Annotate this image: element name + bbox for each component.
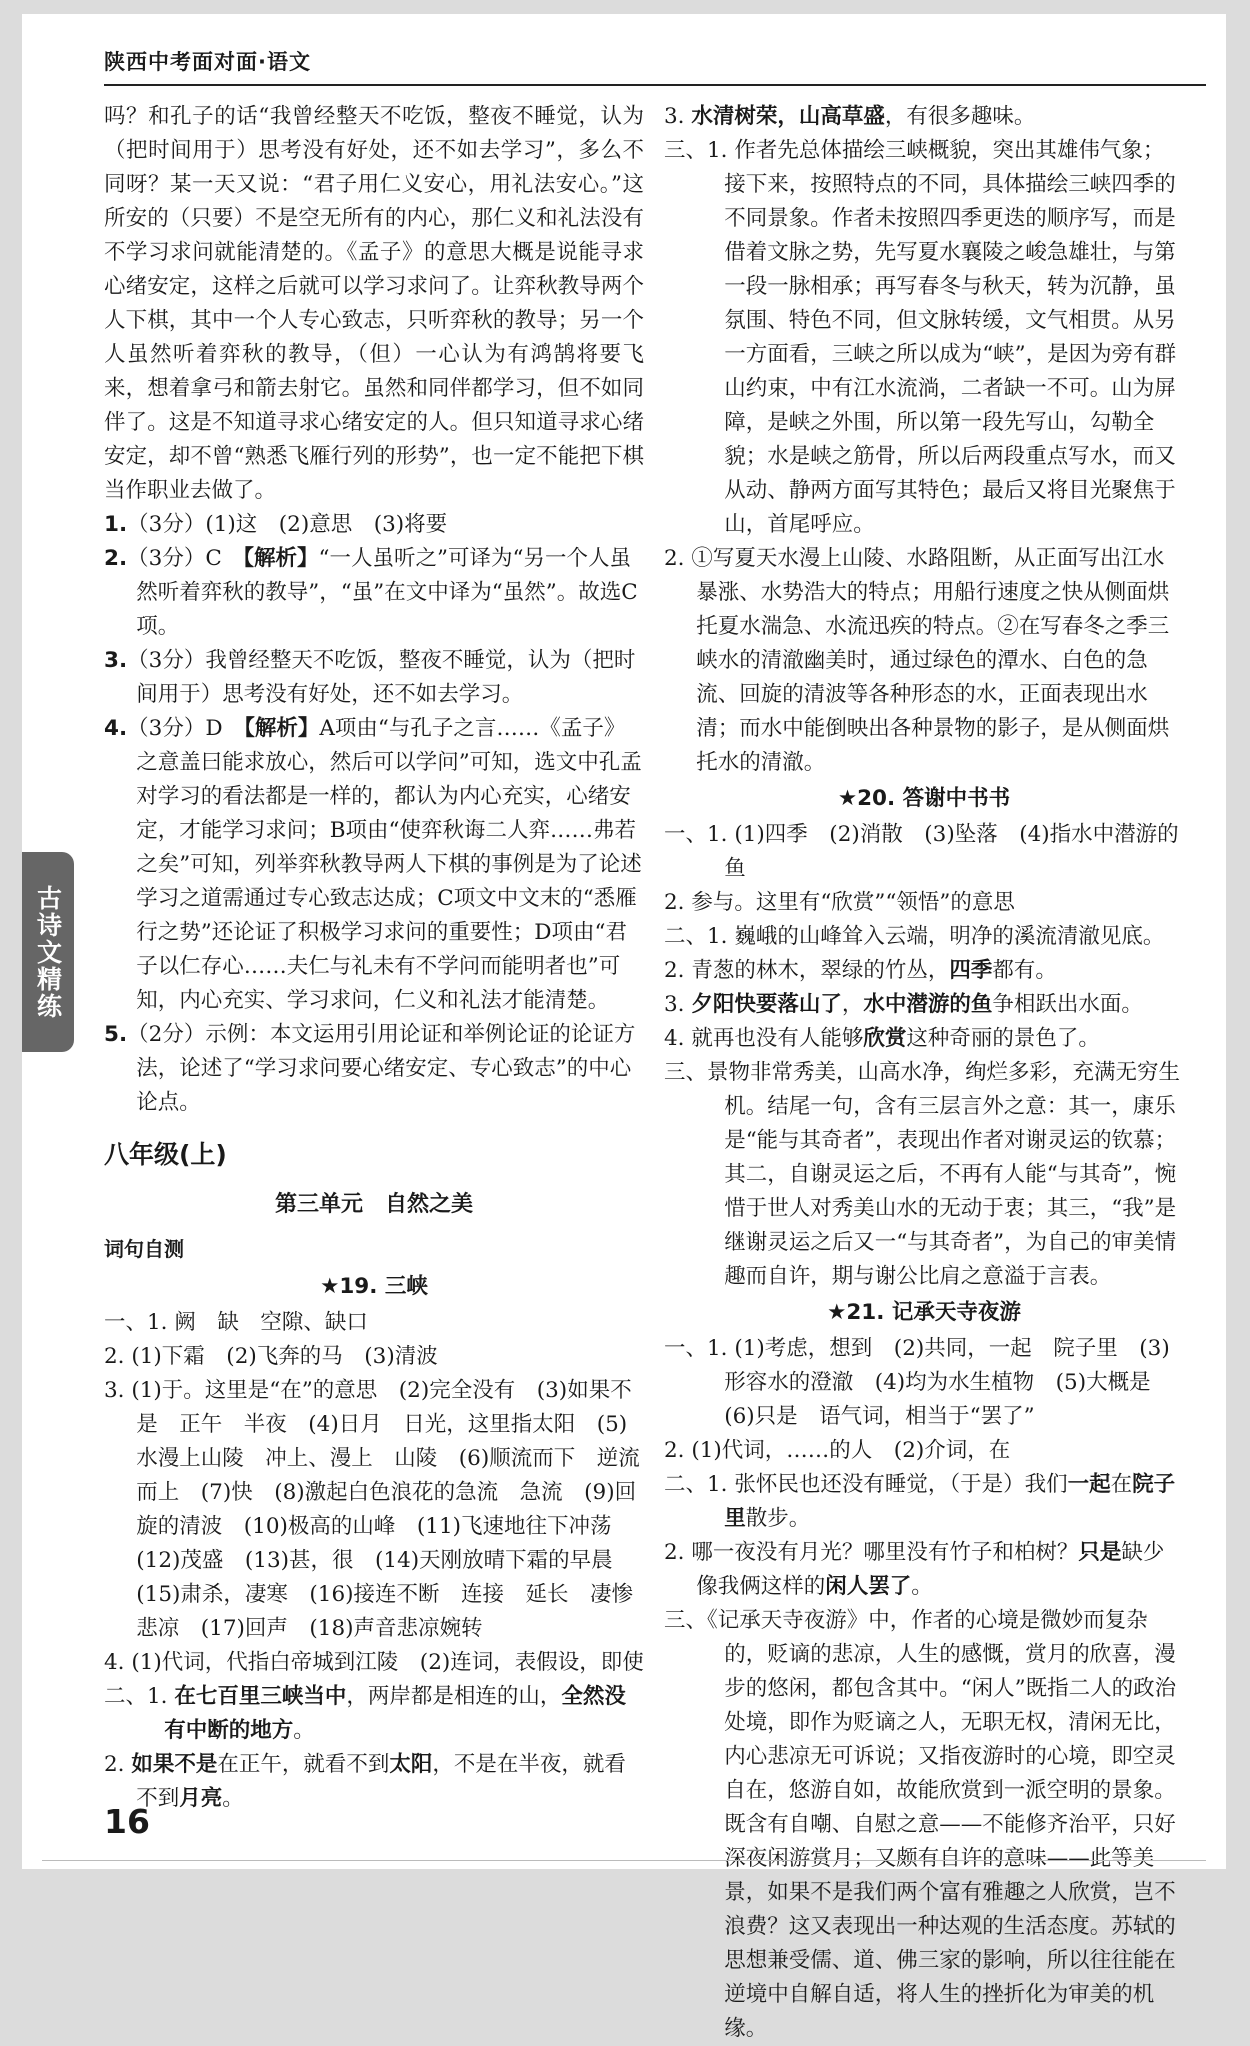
l20-translate-4: 4. 就再也没有人能够欣赏这种奇丽的景色了。 [664, 1026, 1100, 1051]
right-column [664, 100, 1184, 2046]
l20-translate-2: 2. 青葱的林木，翠绿的竹丛，四季都有。 [664, 958, 1057, 983]
l20-analysis: 三、景物非常秀美，山高水净，绚烂多彩，充满无穷生机。结尾一句，含有三层言外之意：其一，康乐是“能与其奇者”，表现出作者对谢灵运的钦慕；其二，自谢灵运之后，不再有人能“与其奇”，惋惜于世人对秀美山水的无动于衷；其三，“我”是继谢灵运之后又一“与其奇者”，为自己的审美情趣而自许，期与谢公比肩之意溢于言表。 [664, 1060, 1181, 1289]
answer-1: 1.（3分）(1)这 (2)意思 (3)将要 [104, 512, 448, 537]
l21-analysis: 三、《记承天寺夜游》中，作者的心境是微妙而复杂的，贬谪的悲凉，人生的感慨，赏月的欣喜，漫步的悠闲，都包含其中。“闲人”既指二人的政治处境，即作为贬谪之人，无职无权，清闲无比，内心悲凉无可诉说；又指夜游时的心境，即空灵自在，悠游自如，故能欣赏到一派空明的景象。既含有自嘲、自慰之意——不能修齐治平，只好深夜闲游赏月；又颇有自许的意味——此等美景，如果不是我们两个富有雅趣之人欣赏，岂不浪费？这又表现出一种达观的生活态度。苏轼的思想兼受儒、道、佛三家的影响，所以往往能在逆境中自解自适，将人生的挫折化为审美的机缘。 [664, 1608, 1177, 2041]
answer-3: 3.（3分）我曾经整天不吃饭，整夜不睡觉，认为（把时间用于）思考没有好处，还不如去学习。 [104, 648, 636, 707]
l19-q4: 4. (1)代词，代指白帝城到江陵 (2)连词，表假设，即使 [104, 1650, 644, 1675]
page-header: 陕西中考面对面·语文 [104, 50, 311, 74]
l19-q1: 一、1. 阙 缺 空隙、缺口 [104, 1310, 368, 1335]
side-tab-label: 古诗文精练 [33, 884, 63, 1020]
l21-translate-2: 2. 哪一夜没有月光？哪里没有竹子和柏树？只是缺少像我俩这样的闲人罢了。 [664, 1540, 1165, 1599]
l20-q1: 一、1. (1)四季 (2)消散 (3)坠落 (4)指水中潜游的鱼 [664, 822, 1179, 881]
l19-q3: 3. (1)于。这里是“在”的意思 (2)完全没有 (3)如果不是 正午 半夜 (4)日月 日光，这里指太阳 (5)水漫上山陵 冲上、漫上 山陵 (6)顺流而下 逆流而上 (7)快 (8)激起白色浪花的急流 急流 (9)回旋的清波 (10)极高的山峰 (11)飞速地往下冲荡 (12)茂盛 (13)甚，很 (14)天刚放晴下霜的早晨 (15)肃杀，凄寒 (16)接连不断 连接 延长 凄惨悲凉 (17)回声 (18)声音悲凉婉转 [104, 1378, 640, 1641]
l20-q2: 2. 参与。这里有“欣赏”“领悟”的意思 [664, 890, 1015, 915]
page-number: 16 [104, 1802, 150, 1841]
lesson-20-title: ★20. 答谢中书书 [837, 786, 1011, 811]
lesson-19-title: ★19. 三峡 [320, 1274, 428, 1299]
footer-rule [42, 1860, 1206, 1861]
unit-heading: 第三单元 自然之美 [274, 1192, 473, 1217]
l21-q1: 一、1. (1)考虑，想到 (2)共同，一起 院子里 (3)形容水的澄澈 (4)均为水生植物 (5)大概是 (6)只是 语气词，相当于“罢了” [664, 1336, 1173, 1429]
answer-page [22, 14, 1226, 2041]
l19-analysis-1: 三、1. 作者先总体描绘三峡概貌，突出其雄伟气象；接下来，按照特点的不同，具体描绘三峡四季的不同景象。作者未按照四季更迭的顺序写，而是借着文脉之势，先写夏水襄陵之峻急雄壮，与第一段一脉相承；再写春冬与秋天，转为沉静，虽氛围、特色不同，但文脉转缓，文气相贯。从另一方面看，三峡之所以成为“峡”，是因为旁有群山约束，中有江水流淌，二者缺一不可。山为屏障，是峡之外围，所以第一段先写山，勾勒全貌；水是峡之筋骨，所以后两段重点写水，而又从动、静两方面写其特色；最后又将目光聚焦于山，首尾呼应。 [664, 138, 1177, 537]
l19-q2: 2. (1)下霜 (2)飞奔的马 (3)清波 [104, 1344, 438, 1369]
self-test-heading: 词句自测 [104, 1237, 184, 1261]
l21-translate-1: 二、1. 张怀民也还没有睡觉，（于是）我们一起在院子里散步。 [664, 1472, 1176, 1531]
answer-2: 2.（3分）C 【解析】“一人虽听之”可译为“另一个人虽然听着弈秋的教导”，“虽”在文中译为“虽然”。故选C项。 [104, 546, 638, 639]
l19-translate-3: 3. 水清树荣，山高草盛，有很多趣味。 [664, 104, 1036, 129]
grade-heading: 八年级(上) [104, 1140, 227, 1169]
header-rule [104, 84, 1206, 86]
l20-translate-1: 二、1. 巍峨的山峰耸入云端，明净的溪流清澈见底。 [664, 924, 1165, 949]
l19-translate-2: 2. 如果不是在正午，就看不到太阳，不是在半夜，就看不到月亮。 [104, 1752, 626, 1811]
l19-analysis-2: 2. ①写夏天水漫上山陵、水路阻断，从正面写出江水暴涨、水势浩大的特点；用船行速度之快从侧面烘托夏水湍急、水流迅疾的特点。②在写春冬之季三峡水的清澈幽美时，通过绿色的潭水、白色的急流、回旋的清波等各种形态的水，正面表现出水清；而水中能倒映出各种景物的影子，是从侧面烘托水的清澈。 [664, 546, 1170, 775]
left-column [104, 100, 644, 1816]
l20-translate-3: 3. 夕阳快要落山了，水中潜游的鱼争相跃出水面。 [664, 992, 1143, 1017]
l21-q2: 2. (1)代词，……的人 (2)介词，在 [664, 1438, 1011, 1463]
answer-5: 5.（2分）示例：本文运用引用论证和举例论证的论证方法，论述了“学习求问要心绪安定、专心致志”的中心论点。 [104, 1022, 636, 1115]
answer-4: 4.（3分）D 【解析】A项由“与孔子之言……《孟子》之意盖曰能求放心，然后可以学问”可知，选文中孔孟对学习的看法都是一样的，都认为内心充实，心绪安定，才能学习求问；B项由“使弈秋诲二人弈……弗若之矣”可知，列举弈秋教导两人下棋的事例是为了论述学习之道需通过专心致志达成；C项文中文末的“悉雁行之势”还论证了积极学习求问的重要性；D项由“君子以仁存心……夫仁与礼未有不学问而能明者也”可知，内心充实、学习求问，仁义和礼法才能清楚。 [104, 716, 642, 1013]
translation-continued: 吗？和孔子的话“我曾经整天不吃饭，整夜不睡觉，认为（把时间用于）思考没有好处，还不如去学习”，多么不同呀？某一天又说：“君子用仁义安心，用礼法安心。”这所安的（只要）不是空无所有的内心，那仁义和礼法没有不学习求问就能清楚的。《孟子》的意思大概是说能寻求心绪安定，这样之后就可以学习求问了。让弈秋教导两个人下棋，其中一个人专心致志，只听弈秋的教导；另一个人虽然听着弈秋的教导，（但）一心认为有鸿鹄将要飞来，想着拿弓和箭去射它。虽然和同伴都学习，但不如同伴了。这是不知道寻求心绪安定的人。但只知道寻求心绪安定，却不曾“熟悉飞雁行列的形势”，也一定不能把下棋当作职业去做了。 [104, 104, 644, 503]
side-tab [22, 852, 74, 1052]
l19-translate-1: 二、1. 在七百里三峡当中，两岸都是相连的山，全然没有中断的地方。 [104, 1684, 626, 1743]
lesson-21-title: ★21. 记承天寺夜游 [827, 1300, 1021, 1325]
